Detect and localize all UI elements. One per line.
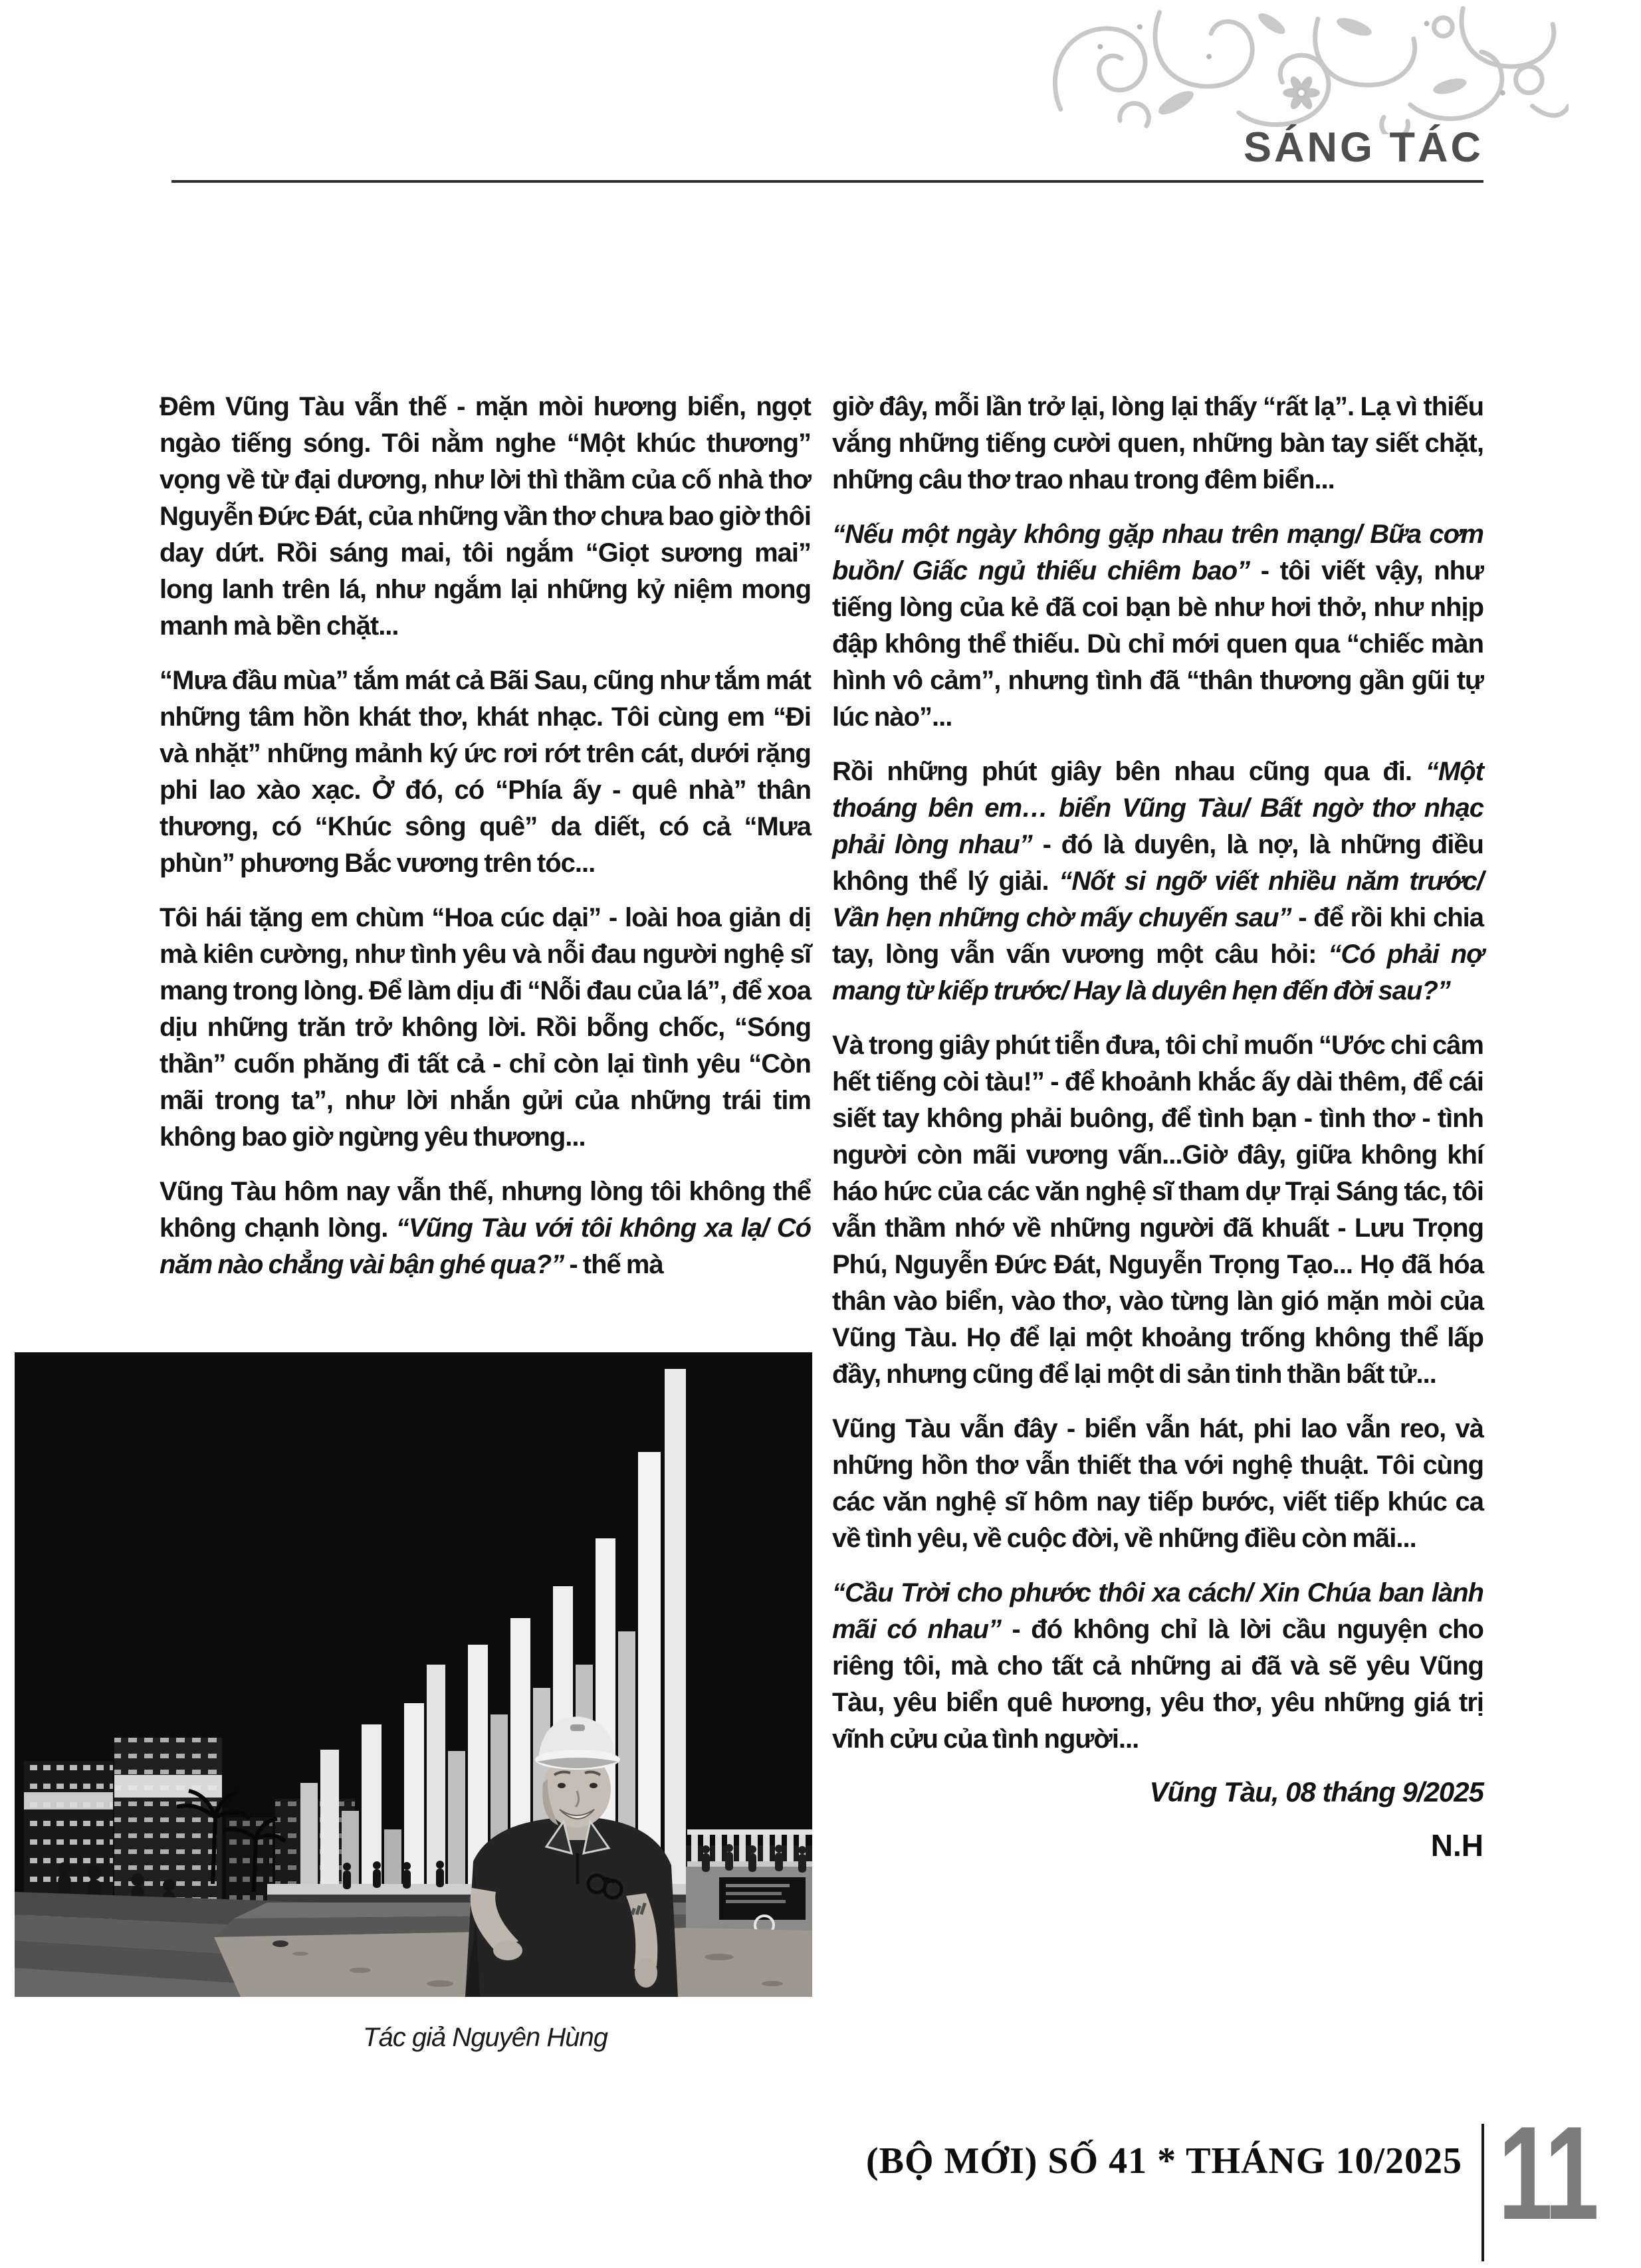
ornament-flower [1283,74,1320,111]
text-run: “Nếu một ngày không gặp nhau trên mạng/ Bữa cơm buồn/ Giấc ngủ thiếu chiêm bao” [832,520,1483,585]
paragraph [160,1174,811,1283]
text-run: Đêm Vũng Tàu vẫn thế - mặn mòi hương biển, ngọt ngào tiếng sóng. Tôi nằm nghe “Một khúc thương” vọng về từ đại dương, như lời thì thầm của cố nhà thơ Nguyễn Đức Đát, của những vần thơ chưa bao giờ thôi day dứt. Rồi sáng mai, tôi ngắm “Giọt sương mai” long lanh trên lá, như ngắm lại những kỷ niệm mong manh mà bền chặt... [160,392,811,641]
dark-sign-board [719,1877,806,1920]
text-run: “Vũng Tàu với tôi không xa lạ/ Có năm nào chẳng vài bận ghé qua?” [160,1213,812,1279]
paragraph [832,1575,1483,1758]
footer-issue-line: (BỘ MỚI) SỐ 41 * THÁNG 10/2025 [865,2140,1462,2182]
text-run: - thế mà [564,1250,663,1279]
text-run: giờ đây, mỗi lần trở lại, lòng lại thấy “rất lạ”. Lạ vì thiếu vắng những tiếng cười quen, những bàn tay siết chặt, những câu thơ trao nhau trong đêm biển... [832,392,1483,494]
text-run: Rồi những phút giây bên nhau cũng qua đi. [832,757,1426,786]
floral-ornament-graphic [1041,0,1569,134]
page-number: 11 [1498,2099,1596,2247]
text-run: Vũng Tàu vẫn đây - biển vẫn hát, phi lao vẫn reo, và những hồn thơ vẫn thiết tha với nghệ thuật. Tôi cùng các văn nghệ sĩ hôm nay tiếp bước, viết tiếp khúc ca về tình yêu, về cuộc đời, về những điều còn mãi... [832,1414,1483,1553]
paragraph [160,389,811,645]
column-left-text [160,389,811,1283]
article-column-left [160,389,811,1301]
section-label: SÁNG TÁC [1244,124,1483,171]
text-run: “Có phải nợ mang từ kiếp trước/ Hay là duyên hẹn đến đời sau?” [832,940,1483,1005]
text-run: Tôi hái tặng em chùm “Hoa cúc dại” - loài hoa giản dị mà kiên cường, như tình yêu và nỗi đau người nghệ sĩ mang trong lòng. Để làm dịu đi “Nỗi đau của lá”, để xoa dịu những trăn trở không lời. Rồi bỗng chốc, “Sóng thần” cuốn phăng đi tất cả - chỉ còn lại tình yêu “Còn mãi trong ta”, như lời nhắn gửi của những trái tim không bao giờ ngừng yêu thương... [160,903,811,1152]
text-run: - đó không chỉ là lời cầu nguyện cho riêng tôi, mà cho tất cả những ai đã và sẽ yêu Vũng Tàu, yêu biển quê hương, yêu thơ, yêu những giá trị vĩnh cửu của tình người... [832,1615,1483,1754]
text-run: - đó là duyên, là nợ, là những điều không thể lý giải. [832,830,1483,896]
cap-logo [570,1724,585,1731]
photo-caption: Tác giả Nguyên Hùng [363,2023,607,2052]
footer-divider [1481,2124,1484,2261]
right-eye [590,1783,598,1788]
paragraph [832,1027,1483,1393]
column-right-text [832,389,1483,1758]
text-run: “Cầu Trời cho phước thôi xa cách/ Xin Chúa ban lành mãi có nhau” [832,1578,1483,1644]
paragraph [832,754,1483,1009]
article-photo [15,1352,812,1997]
header-rule [171,180,1483,183]
text-run: - để rồi khi chia tay, lòng vẫn vấn vương một câu hỏi: [832,903,1484,969]
paragraph [160,663,811,882]
text-run: Vũng Tàu hôm nay vẫn thế, nhưng lòng tôi không thể không chạnh lòng. [160,1177,811,1243]
text-run: “Mưa đầu mùa” tắm mát cả Bãi Sau, cũng như tắm mát những tâm hồn khát thơ, khát nhạc. Tôi cùng em “Đi và nhặt” những mảnh ký ức rơi rớt trên cát, dưới rặng phi lao xào xạc. Ở đó, có “Phía ấy - quê nhà” thân thương, có “Khúc sông quê” da diết, có cả “Mưa phùn” phương Bắc vương trên tóc... [160,666,811,878]
left-hand-on-hip [493,1940,522,1960]
signoff-dateline: Vũng Tàu, 08 tháng 9/2025 [1149,1776,1483,1807]
left-eye [558,1783,566,1788]
right-hand [635,1958,657,1988]
text-run: “Nốt si ngỡ viết nhiều năm trước/ Vần hẹn những chờ mấy chuyến sau” [832,867,1484,932]
text-run: Và trong giây phút tiễn đưa, tôi chỉ muốn “Ước chi câm hết tiếng còi tàu!” - để khoảnh khắc ấy dài thêm, để cái siết tay không phải buông, để tình bạn - tình thơ - tình người còn mãi vương vấn...Giờ đây, giữa không khí háo hức của các văn nghệ sĩ tham dự Trại Sáng tác, tôi vẫn thầm nhớ về những người đã khuất - Lưu Trọng Phú, Nguyễn Đức Đát, Nguyễn Trọng Tạo... Họ đã hóa thân vào biển, vào thơ, vào từng làn gió mặn mòi của Vũng Tàu. Họ để lại một khoảng trống không thể lấp đầy, nhưng cũng để lại một di sản tinh thần bất tử... [832,1031,1483,1389]
paragraph [160,900,811,1156]
text-run: - tôi viết vậy, như tiếng lòng của kẻ đã coi bạn bè như hơi thở, như nhịp đập không thể thiếu. Dù chỉ mới quen qua “chiếc màn hình vô cảm”, nhưng tình đã “thân thương gần gũi tự lúc nào”... [832,556,1483,732]
night-monument-photo-illustration [15,1352,812,1997]
ornament-swirls [1055,9,1569,134]
signoff-initials: N.H [1430,1828,1483,1863]
paragraph [832,1411,1483,1557]
paragraph [832,389,1483,498]
article-column-right [832,389,1483,1862]
paragraph [832,516,1483,736]
text-run: “Một thoáng bên em… biển Vũng Tàu/ Bất ngờ thơ nhạc phải lòng nhau” [832,757,1483,859]
